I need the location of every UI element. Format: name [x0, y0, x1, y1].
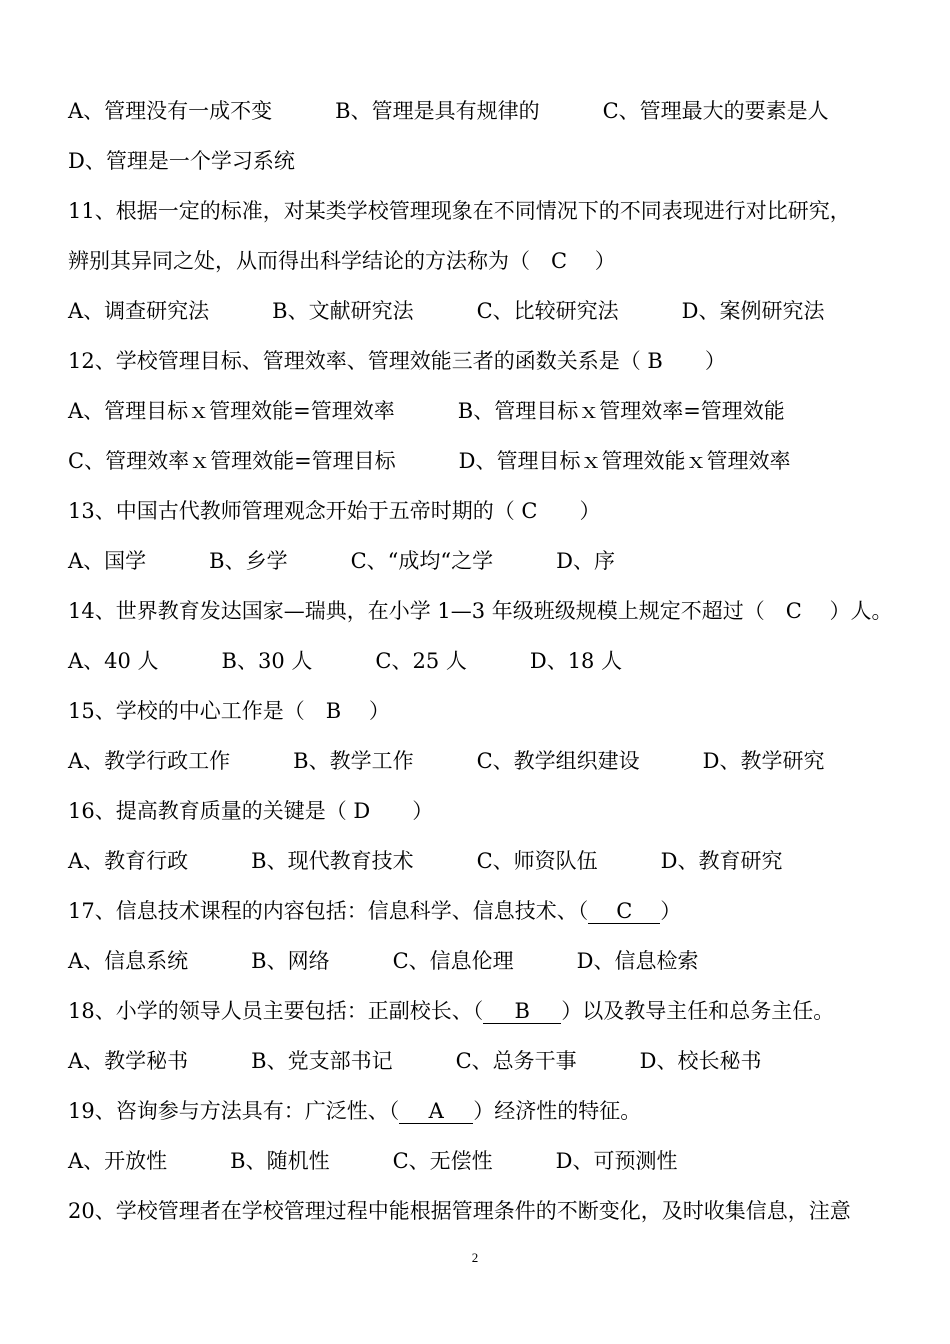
q11-stem-continued: 辨别其异同之处，从而得出科学结论的方法称为（ C ）: [68, 249, 616, 273]
q12-options-ab: A、管理目标ｘ管理效能=管理效率 B、管理目标ｘ管理效率=管理效能: [68, 399, 785, 423]
q12-stem: 12、学校管理目标、管理效率、管理效能三者的函数关系是（ B ）: [68, 349, 726, 373]
q12-options-cd: C、管理效率ｘ管理效能=管理目标 D、管理目标ｘ管理效能ｘ管理效率: [68, 449, 791, 473]
answer-blank: C: [588, 899, 660, 924]
q20-stem: 20、学校管理者在学校管理过程中能根据管理条件的不断变化，及时收集信息，注意: [68, 1199, 851, 1223]
q18-options: A、教学秘书 B、党支部书记 C、总务干事 D、校长秘书: [68, 1049, 762, 1073]
answer-blank: A: [399, 1099, 473, 1124]
q15-options: A、教学行政工作 B、教学工作 C、教学组织建设 D、教学研究: [68, 749, 825, 773]
answer-blank: B: [483, 999, 561, 1024]
q19-stem: 19、咨询参与方法具有：广泛性、（ A ）经济性的特征。: [68, 1099, 642, 1123]
q15-stem: 15、学校的中心工作是（ B ）: [68, 699, 390, 723]
q16-stem: 16、提高教育质量的关键是（ D ）: [68, 799, 434, 823]
q14-options: A、40 人 B、30 人 C、25 人 D、18 人: [68, 649, 623, 673]
q10-options: A、管理没有一成不变 B、管理是具有规律的 C、管理最大的要素是人: [68, 99, 829, 123]
q13-stem: 13、中国古代教师管理观念开始于五帝时期的（ C ）: [68, 499, 601, 523]
q11-stem: 11、根据一定的标准，对某类学校管理现象在不同情况下的不同表现进行对比研究，: [68, 199, 851, 223]
q11-options: A、调查研究法 B、文献研究法 C、比较研究法 D、案例研究法: [68, 299, 825, 323]
q17-options: A、信息系统 B、网络 C、信息伦理 D、信息检索: [68, 949, 699, 973]
q10-option-d: D、管理是一个学习系统: [68, 149, 295, 173]
q14-stem: 14、世界教育发达国家—瑞典，在小学 1—3 年级班级规模上规定不超过（ C ）人。: [68, 599, 893, 623]
page-number: 2: [471, 1250, 479, 1265]
q17-stem: 17、信息技术课程的内容包括：信息科学、信息技术、（ C ）: [68, 899, 682, 923]
q19-options: A、开放性 B、随机性 C、无偿性 D、可预测性: [68, 1149, 678, 1173]
q18-stem: 18、小学的领导人员主要包括：正副校长、（ B ）以及教导主任和总务主任。: [68, 999, 835, 1023]
q16-options: A、教育行政 B、现代教育技术 C、师资队伍 D、教育研究: [68, 849, 783, 873]
q13-options: A、国学 B、乡学 C、“成均“之学 D、序: [68, 549, 615, 573]
